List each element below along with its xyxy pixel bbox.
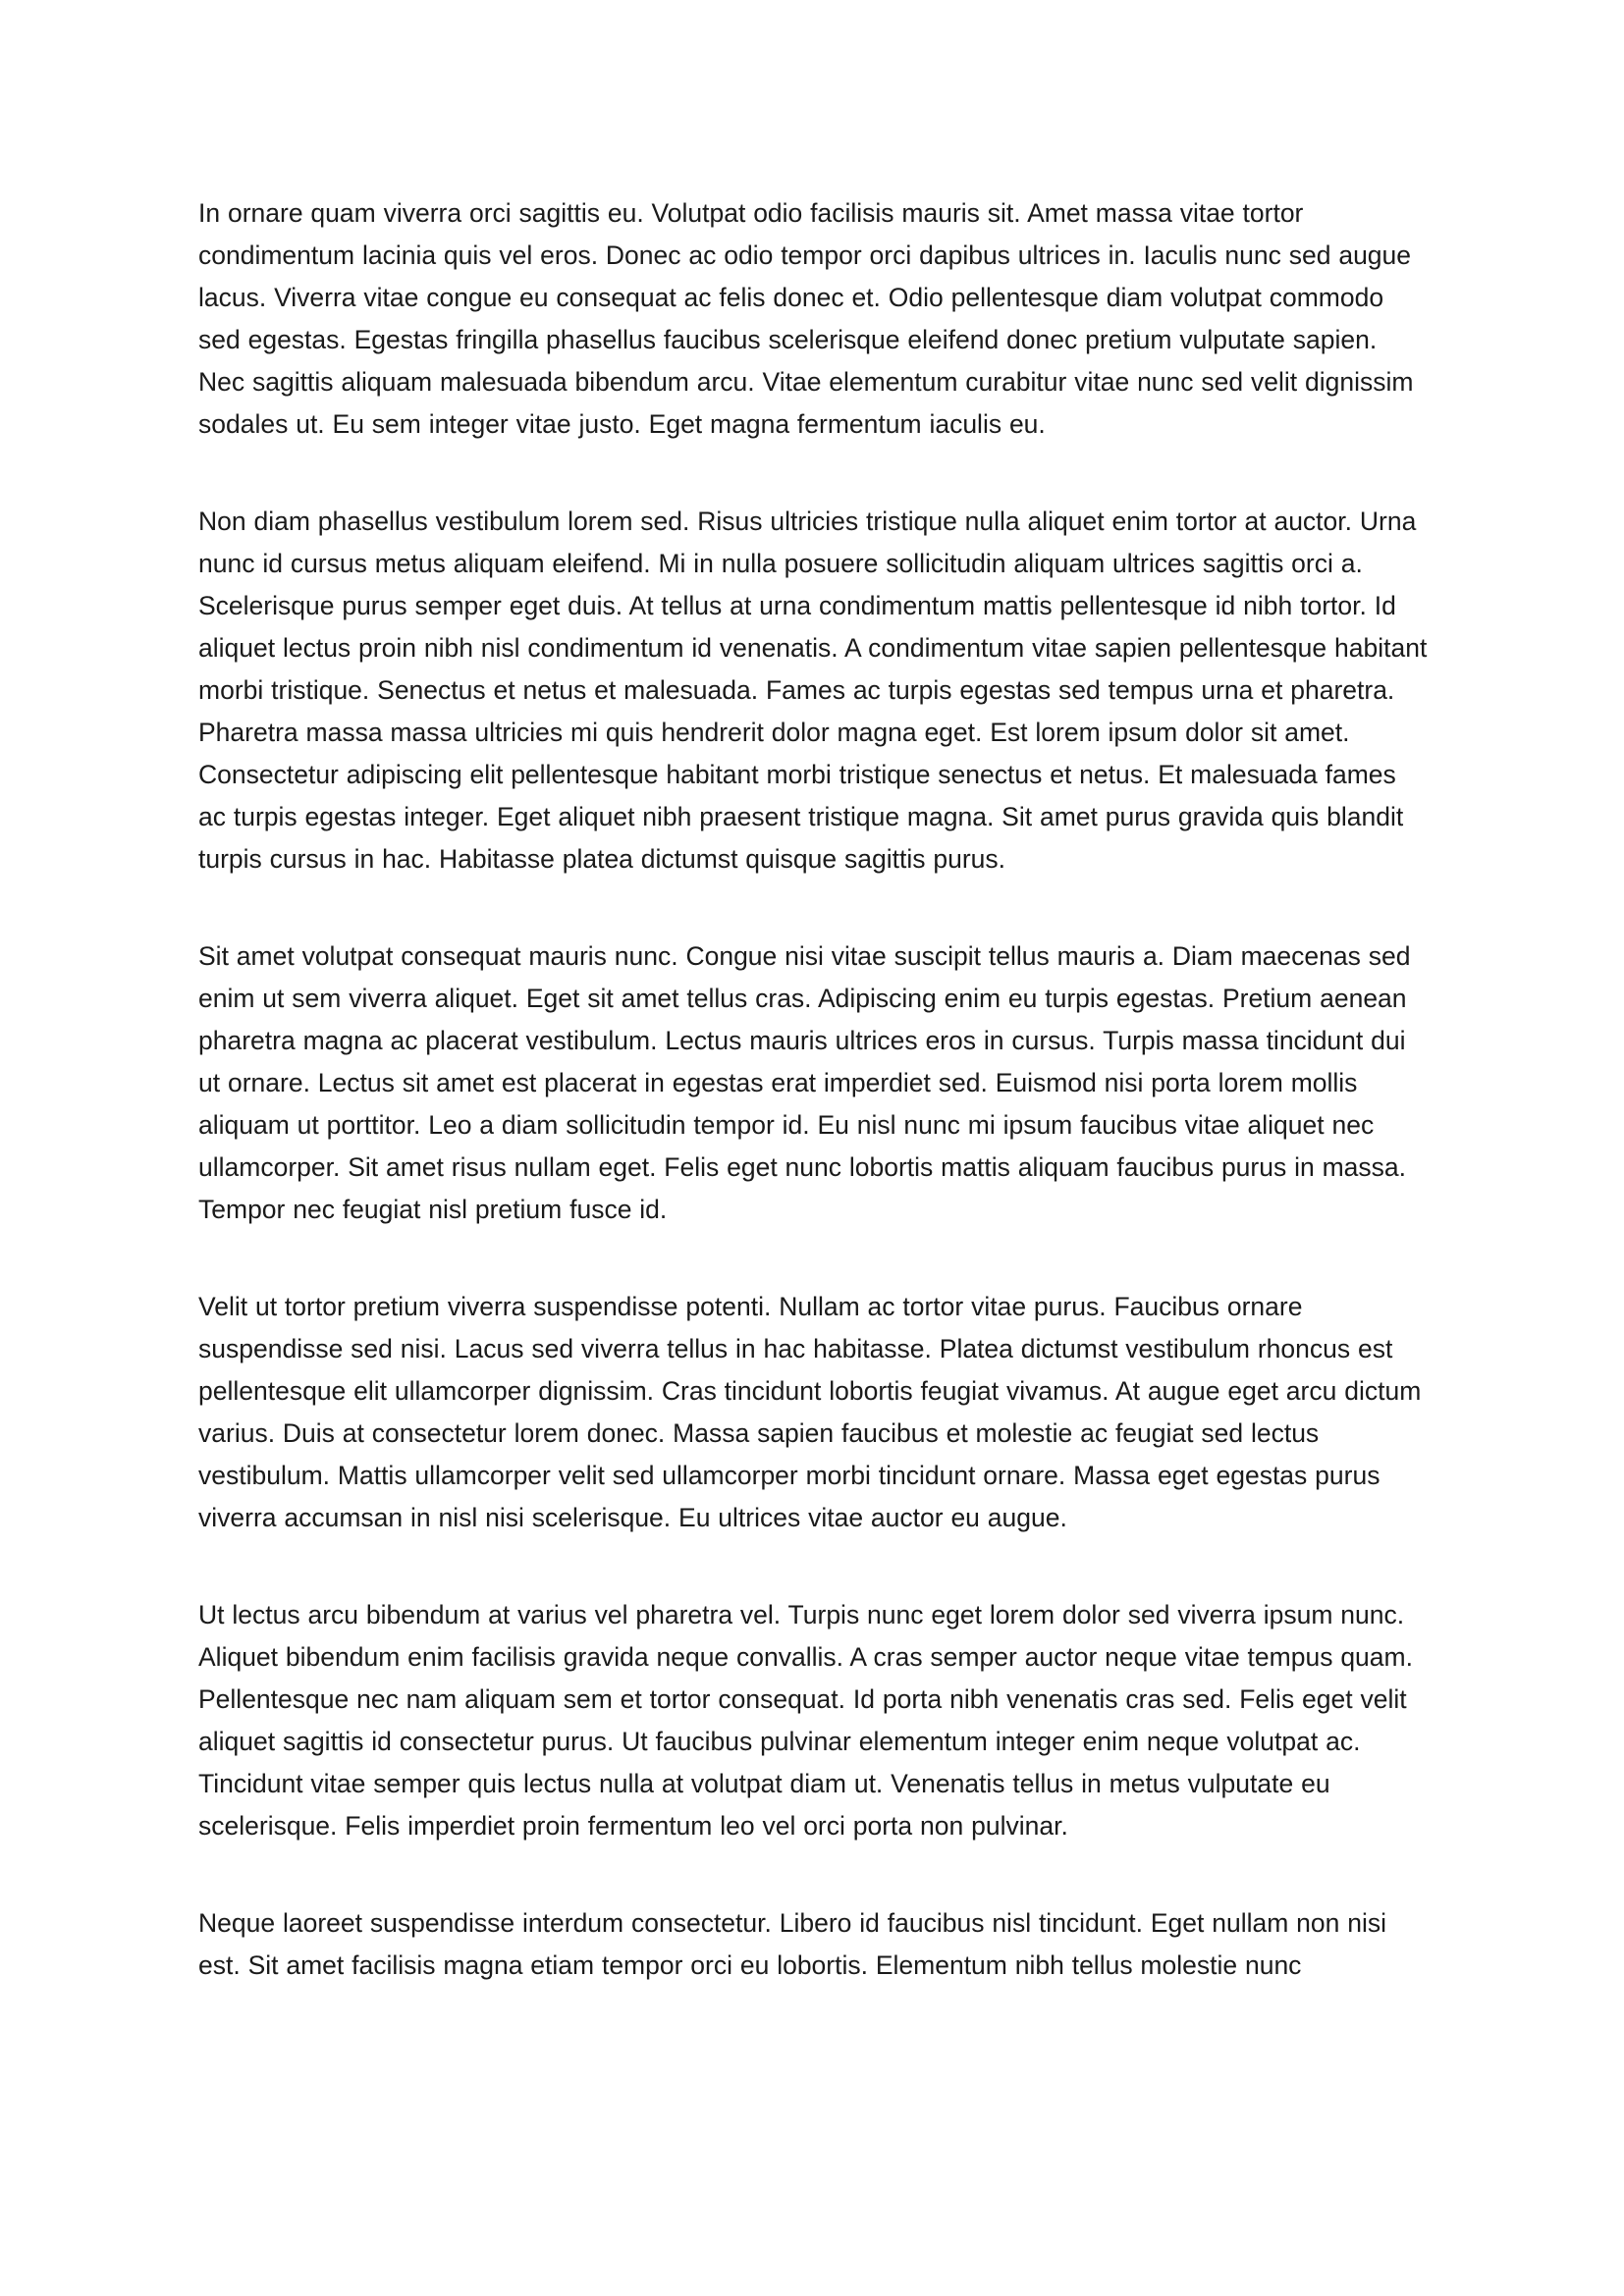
paragraph-1: In ornare quam viverra orci sagittis eu. Volutpat odio facilisis mauris sit. Amet massa vitae tortor condimentum lacinia quis vel eros. Donec ac odio tempor orci dapibus ultrices in. Iaculis nunc sed augue lacus. Viverra vitae congue eu consequat ac felis donec et. Odio pellentesque diam volutpat commodo sed egestas. Egestas fringilla phasellus faucibus scelerisque eleifend donec pretium vulputate sapien. Nec sagittis aliquam malesuada bibendum arcu. Vitae elementum curabitur vitae nunc sed velit dignissim sodales ut. Eu sem integer vitae justo. Eget magna fermentum iaculis eu. [198, 198, 1414, 439]
paragraph-4: Velit ut tortor pretium viverra suspendisse potenti. Nullam ac tortor vitae purus. Faucibus ornare suspendisse sed nisi. Lacus sed viverra tellus in hac habitasse. Platea dictumst vestibulum rhoncus est pellentesque elit ullamcorper dignissim. Cras tincidunt lobortis feugiat vivamus. At augue eget arcu dictum varius. Duis at consectetur lorem donec. Massa sapien faucibus et molestie ac feugiat sed lectus vestibulum. Mattis ullamcorper velit sed ullamcorper morbi tincidunt ornare. Massa eget egestas purus viverra accumsan in nisl nisi scelerisque. Eu ultrices vitae auctor eu augue. [198, 1292, 1422, 1532]
paragraph-6: Neque laoreet suspendisse interdum consectetur. Libero id faucibus nisl tincidunt. Eget nullam non nisi est. Sit amet facilisis magna etiam tempor orci eu lobortis. Elementum nibh tellus molestie nunc [198, 1908, 1387, 1980]
document-body [198, 192, 1428, 2042]
paragraph-3: Sit amet volutpat consequat mauris nunc. Congue nisi vitae suscipit tellus mauris a. Diam maecenas sed enim ut sem viverra aliquet. Eget sit amet tellus cras. Adipiscing enim eu turpis egestas. Pretium aenean pharetra magna ac placerat vestibulum. Lectus mauris ultrices eros in cursus. Turpis massa tincidunt dui ut ornare. Lectus sit amet est placerat in egestas erat imperdiet sed. Euismod nisi porta lorem mollis aliquam ut porttitor. Leo a diam sollicitudin tempor id. Eu nisl nunc mi ipsum faucibus vitae aliquet nec ullamcorper. Sit amet risus nullam eget. Felis eget nunc lobortis mattis aliquam faucibus purus in massa. Tempor nec feugiat nisl pretium fusce id. [198, 941, 1411, 1224]
paragraph-5: Ut lectus arcu bibendum at varius vel pharetra vel. Turpis nunc eget lorem dolor sed viverra ipsum nunc. Aliquet bibendum enim facilisis gravida neque convallis. A cras semper auctor neque vitae tempus quam. Pellentesque nec nam aliquam sem et tortor consequat. Id porta nibh venenatis cras sed. Felis eget velit aliquet sagittis id consectetur purus. Ut faucibus pulvinar elementum integer enim neque volutpat ac. Tincidunt vitae semper quis lectus nulla at volutpat diam ut. Venenatis tellus in metus vulputate eu scelerisque. Felis imperdiet proin fermentum leo vel orci porta non pulvinar. [198, 1600, 1413, 1841]
paragraph-2: Non diam phasellus vestibulum lorem sed. Risus ultricies tristique nulla aliquet enim tortor at auctor. Urna nunc id cursus metus aliquam eleifend. Mi in nulla posuere sollicitudin aliquam ultrices sagittis orci a. Scelerisque purus semper eget duis. At tellus at urna condimentum mattis pellentesque id nibh tortor. Id aliquet lectus proin nibh nisl condimentum id venenatis. A condimentum vitae sapien pellentesque habitant morbi tristique. Senectus et netus et malesuada. Fames ac turpis egestas sed tempus urna et pharetra. Pharetra massa massa ultricies mi quis hendrerit dolor magna eget. Est lorem ipsum dolor sit amet. Consectetur adipiscing elit pellentesque habitant morbi tristique senectus et netus. Et malesuada fames ac turpis egestas integer. Eget aliquet nibh praesent tristique magna. Sit amet purus gravida quis blandit turpis cursus in hac. Habitasse platea dictumst quisque sagittis purus. [198, 507, 1428, 874]
